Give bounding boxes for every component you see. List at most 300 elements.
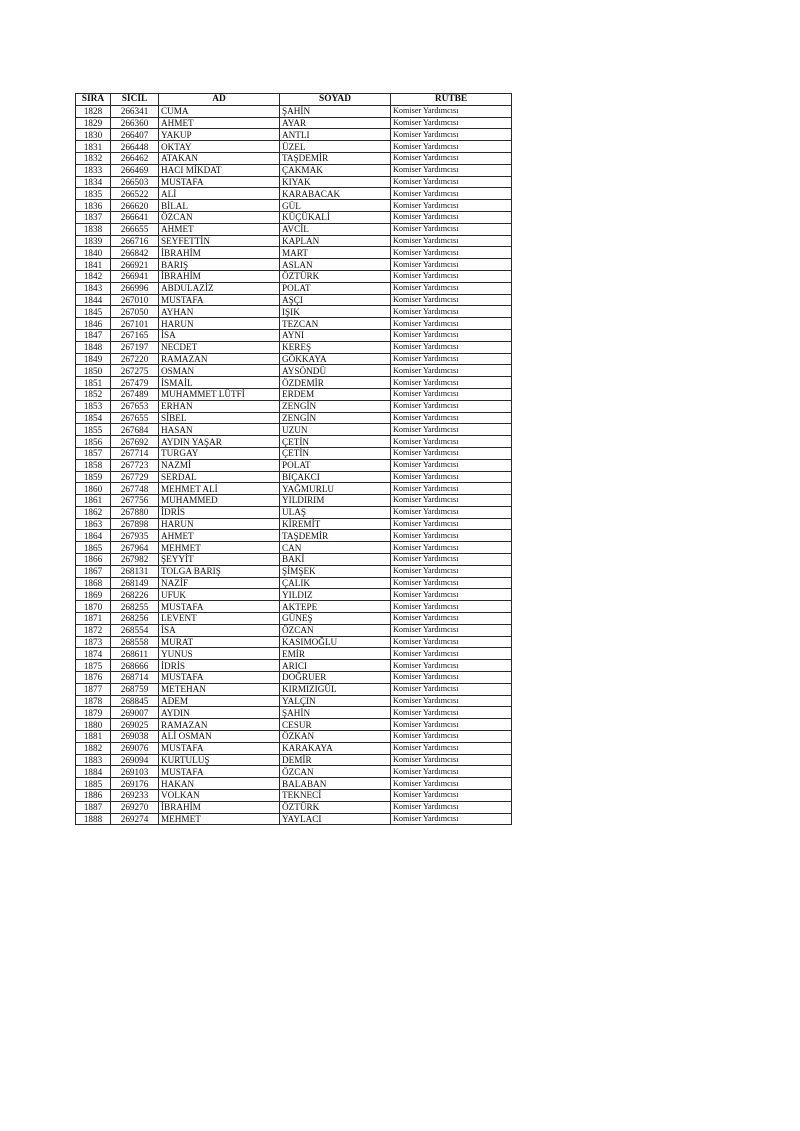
cell-soyad: AYAR: [280, 117, 391, 129]
cell-ad: AHMET: [159, 117, 280, 129]
cell-sira: 1864: [76, 530, 111, 542]
cell-soyad: ÇAKMAK: [280, 164, 391, 176]
cell-soyad: CESUR: [280, 719, 391, 731]
cell-ad: AYHAN: [159, 306, 280, 318]
cell-sicil: 266503: [111, 176, 159, 188]
cell-rutbe: Komiser Yardımcısı: [391, 813, 512, 825]
cell-soyad: YILDIRIM: [280, 495, 391, 507]
cell-sicil: 269094: [111, 754, 159, 766]
table-row: [76, 707, 512, 719]
cell-ad: ALİ: [159, 188, 280, 200]
cell-sira: 1877: [76, 683, 111, 695]
cell-sicil: 266407: [111, 129, 159, 141]
cell-sira: 1870: [76, 601, 111, 613]
cell-ad: SİBEL: [159, 412, 280, 424]
cell-sicil: 266522: [111, 188, 159, 200]
cell-sira: 1867: [76, 565, 111, 577]
cell-rutbe: Komiser Yardımcısı: [391, 129, 512, 141]
table-row: [76, 436, 512, 448]
cell-rutbe: Komiser Yardımcısı: [391, 790, 512, 802]
cell-ad: İDRİS: [159, 660, 280, 672]
cell-sicil: 268226: [111, 589, 159, 601]
cell-soyad: ASLAN: [280, 259, 391, 271]
cell-sira: 1873: [76, 636, 111, 648]
cell-rutbe: Komiser Yardımcısı: [391, 412, 512, 424]
cell-sira: 1884: [76, 766, 111, 778]
table-row: [76, 377, 512, 389]
cell-rutbe: Komiser Yardımcısı: [391, 211, 512, 223]
table-row: [76, 176, 512, 188]
cell-ad: RAMAZAN: [159, 353, 280, 365]
cell-soyad: YAĞMURLU: [280, 483, 391, 495]
cell-sira: 1869: [76, 589, 111, 601]
table-row: [76, 695, 512, 707]
cell-soyad: BIÇAKCI: [280, 471, 391, 483]
cell-rutbe: Komiser Yardımcısı: [391, 105, 512, 117]
cell-rutbe: Komiser Yardımcısı: [391, 766, 512, 778]
cell-soyad: AKTEPE: [280, 601, 391, 613]
cell-rutbe: Komiser Yardımcısı: [391, 660, 512, 672]
cell-rutbe: Komiser Yardımcısı: [391, 742, 512, 754]
table-row: [76, 719, 512, 731]
table-row: [76, 129, 512, 141]
table-row: [76, 412, 512, 424]
table-row: [76, 801, 512, 813]
table-row: [76, 518, 512, 530]
cell-ad: SEYFETTİN: [159, 235, 280, 247]
cell-soyad: TAŞDEMİR: [280, 530, 391, 542]
cell-rutbe: Komiser Yardımcısı: [391, 259, 512, 271]
table-row: [76, 624, 512, 636]
cell-sicil: 267964: [111, 542, 159, 554]
cell-sicil: 269007: [111, 707, 159, 719]
column-header-ad: AD: [159, 94, 280, 106]
cell-sicil: 266996: [111, 282, 159, 294]
table-row: [76, 306, 512, 318]
cell-soyad: YILDIZ: [280, 589, 391, 601]
cell-ad: MUHAMMET LÜTFİ: [159, 388, 280, 400]
cell-soyad: CAN: [280, 542, 391, 554]
cell-sira: 1887: [76, 801, 111, 813]
cell-soyad: ÖZDEMİR: [280, 377, 391, 389]
cell-soyad: AVCİL: [280, 223, 391, 235]
column-header-sira: SIRA: [76, 94, 111, 106]
cell-sicil: 269233: [111, 790, 159, 802]
table-row: [76, 188, 512, 200]
cell-rutbe: Komiser Yardımcısı: [391, 377, 512, 389]
cell-rutbe: Komiser Yardımcısı: [391, 152, 512, 164]
table-row: [76, 530, 512, 542]
cell-ad: İSA: [159, 329, 280, 341]
cell-sira: 1888: [76, 813, 111, 825]
cell-sira: 1858: [76, 459, 111, 471]
cell-sicil: 266921: [111, 259, 159, 271]
cell-rutbe: Komiser Yardımcısı: [391, 188, 512, 200]
table-row: [76, 105, 512, 117]
cell-sicil: 266641: [111, 211, 159, 223]
cell-sicil: 266620: [111, 200, 159, 212]
table-row: [76, 660, 512, 672]
cell-rutbe: Komiser Yardımcısı: [391, 471, 512, 483]
cell-sira: 1865: [76, 542, 111, 554]
cell-sicil: 267692: [111, 436, 159, 448]
cell-soyad: ÇETİN: [280, 447, 391, 459]
cell-sira: 1845: [76, 306, 111, 318]
cell-sicil: 267479: [111, 377, 159, 389]
table-row: [76, 447, 512, 459]
cell-rutbe: Komiser Yardımcısı: [391, 247, 512, 259]
cell-sicil: 269038: [111, 731, 159, 743]
cell-rutbe: Komiser Yardımcısı: [391, 353, 512, 365]
table-row: [76, 294, 512, 306]
cell-soyad: UZUN: [280, 424, 391, 436]
cell-ad: SERDAL: [159, 471, 280, 483]
cell-sicil: 267010: [111, 294, 159, 306]
cell-sira: 1829: [76, 117, 111, 129]
cell-sira: 1828: [76, 105, 111, 117]
cell-rutbe: Komiser Yardımcısı: [391, 719, 512, 731]
cell-sira: 1886: [76, 790, 111, 802]
cell-rutbe: Komiser Yardımcısı: [391, 424, 512, 436]
cell-ad: ALİ OSMAN: [159, 731, 280, 743]
cell-sira: 1835: [76, 188, 111, 200]
cell-sira: 1851: [76, 377, 111, 389]
cell-rutbe: Komiser Yardımcısı: [391, 542, 512, 554]
cell-rutbe: Komiser Yardımcısı: [391, 565, 512, 577]
cell-soyad: ARICI: [280, 660, 391, 672]
cell-soyad: BAKİ: [280, 554, 391, 566]
cell-ad: OSMAN: [159, 365, 280, 377]
cell-rutbe: Komiser Yardımcısı: [391, 483, 512, 495]
cell-ad: OKTAY: [159, 141, 280, 153]
cell-sira: 1834: [76, 176, 111, 188]
cell-sicil: 268611: [111, 648, 159, 660]
cell-ad: ATAKAN: [159, 152, 280, 164]
cell-rutbe: Komiser Yardımcısı: [391, 270, 512, 282]
cell-sira: 1857: [76, 447, 111, 459]
cell-rutbe: Komiser Yardımcısı: [391, 495, 512, 507]
cell-soyad: DOĞRUER: [280, 672, 391, 684]
cell-rutbe: Komiser Yardımcısı: [391, 306, 512, 318]
cell-sicil: 267050: [111, 306, 159, 318]
cell-soyad: TEZCAN: [280, 318, 391, 330]
cell-ad: MEHMET: [159, 813, 280, 825]
cell-sicil: 266469: [111, 164, 159, 176]
cell-rutbe: Komiser Yardımcısı: [391, 459, 512, 471]
cell-sira: 1830: [76, 129, 111, 141]
cell-ad: TURGAY: [159, 447, 280, 459]
cell-sicil: 267101: [111, 318, 159, 330]
cell-ad: MUSTAFA: [159, 601, 280, 613]
cell-ad: HACI MİKDAT: [159, 164, 280, 176]
cell-sicil: 266448: [111, 141, 159, 153]
table-row: [76, 117, 512, 129]
cell-sira: 1853: [76, 400, 111, 412]
cell-soyad: ZENGİN: [280, 412, 391, 424]
cell-ad: MUSTAFA: [159, 294, 280, 306]
cell-sira: 1854: [76, 412, 111, 424]
cell-soyad: MART: [280, 247, 391, 259]
cell-soyad: AŞÇI: [280, 294, 391, 306]
cell-sira: 1840: [76, 247, 111, 259]
table-row: [76, 754, 512, 766]
cell-ad: MUSTAFA: [159, 766, 280, 778]
column-header-soyad: SOYAD: [280, 94, 391, 106]
cell-sicil: 268845: [111, 695, 159, 707]
cell-ad: AHMET: [159, 223, 280, 235]
cell-sira: 1831: [76, 141, 111, 153]
cell-soyad: ÇETİN: [280, 436, 391, 448]
cell-sira: 1871: [76, 613, 111, 625]
table-row: [76, 648, 512, 660]
cell-sicil: 267880: [111, 506, 159, 518]
cell-sicil: 269176: [111, 778, 159, 790]
cell-sicil: 267275: [111, 365, 159, 377]
table-row: [76, 589, 512, 601]
cell-sicil: 268554: [111, 624, 159, 636]
cell-rutbe: Komiser Yardımcısı: [391, 436, 512, 448]
cell-sicil: 268714: [111, 672, 159, 684]
cell-rutbe: Komiser Yardımcısı: [391, 518, 512, 530]
cell-sicil: 266842: [111, 247, 159, 259]
cell-sira: 1862: [76, 506, 111, 518]
cell-sicil: 267935: [111, 530, 159, 542]
cell-soyad: EMİR: [280, 648, 391, 660]
cell-soyad: ANTLI: [280, 129, 391, 141]
cell-soyad: ULAŞ: [280, 506, 391, 518]
cell-sira: 1855: [76, 424, 111, 436]
cell-rutbe: Komiser Yardımcısı: [391, 589, 512, 601]
cell-rutbe: Komiser Yardımcısı: [391, 648, 512, 660]
cell-rutbe: Komiser Yardımcısı: [391, 613, 512, 625]
cell-ad: RAMAZAN: [159, 719, 280, 731]
cell-ad: BARIŞ: [159, 259, 280, 271]
cell-sira: 1878: [76, 695, 111, 707]
cell-ad: HARUN: [159, 518, 280, 530]
cell-sira: 1848: [76, 341, 111, 353]
cell-soyad: KEREŞ: [280, 341, 391, 353]
table-row: [76, 778, 512, 790]
table-row: [76, 506, 512, 518]
cell-soyad: GÜNEŞ: [280, 613, 391, 625]
cell-rutbe: Komiser Yardımcısı: [391, 223, 512, 235]
cell-sicil: 267898: [111, 518, 159, 530]
cell-ad: ŞEYYİT: [159, 554, 280, 566]
table-row: [76, 247, 512, 259]
table-row: [76, 329, 512, 341]
cell-rutbe: Komiser Yardımcısı: [391, 707, 512, 719]
cell-soyad: ÖZKAN: [280, 731, 391, 743]
cell-rutbe: Komiser Yardımcısı: [391, 200, 512, 212]
cell-sicil: 266462: [111, 152, 159, 164]
cell-ad: YUNUS: [159, 648, 280, 660]
cell-sicil: 269025: [111, 719, 159, 731]
cell-soyad: ÖZTÜRK: [280, 270, 391, 282]
table-row: [76, 577, 512, 589]
cell-soyad: ÖZCAN: [280, 766, 391, 778]
cell-sira: 1836: [76, 200, 111, 212]
cell-rutbe: Komiser Yardımcısı: [391, 530, 512, 542]
cell-sira: 1883: [76, 754, 111, 766]
cell-sira: 1847: [76, 329, 111, 341]
table-row: [76, 483, 512, 495]
cell-sicil: 267729: [111, 471, 159, 483]
personnel-table: [75, 93, 512, 825]
cell-ad: KURTULUŞ: [159, 754, 280, 766]
table-row: [76, 613, 512, 625]
cell-sicil: 268256: [111, 613, 159, 625]
cell-sira: 1875: [76, 660, 111, 672]
cell-rutbe: Komiser Yardımcısı: [391, 801, 512, 813]
cell-sira: 1842: [76, 270, 111, 282]
table-row: [76, 790, 512, 802]
cell-ad: TOLGA BARIŞ: [159, 565, 280, 577]
cell-soyad: AYSÖNDÜ: [280, 365, 391, 377]
cell-sicil: 268759: [111, 683, 159, 695]
cell-soyad: ŞAHİN: [280, 105, 391, 117]
cell-soyad: POLAT: [280, 282, 391, 294]
cell-rutbe: Komiser Yardımcısı: [391, 235, 512, 247]
table-row: [76, 683, 512, 695]
cell-sira: 1880: [76, 719, 111, 731]
column-header-rutbe: RÜTBE: [391, 94, 512, 106]
cell-rutbe: Komiser Yardımcısı: [391, 636, 512, 648]
cell-sicil: 268149: [111, 577, 159, 589]
cell-sira: 1881: [76, 731, 111, 743]
cell-rutbe: Komiser Yardımcısı: [391, 117, 512, 129]
table-row: [76, 400, 512, 412]
cell-sicil: 269274: [111, 813, 159, 825]
cell-soyad: ÜZEL: [280, 141, 391, 153]
cell-soyad: ÖZCAN: [280, 624, 391, 636]
cell-sicil: 269270: [111, 801, 159, 813]
cell-sira: 1844: [76, 294, 111, 306]
cell-ad: BİLAL: [159, 200, 280, 212]
table-row: [76, 742, 512, 754]
document-page-content: [75, 93, 512, 825]
cell-sira: 1866: [76, 554, 111, 566]
cell-soyad: IŞIK: [280, 306, 391, 318]
cell-sicil: 268131: [111, 565, 159, 577]
table-row: [76, 672, 512, 684]
table-row: [76, 318, 512, 330]
table-row: [76, 152, 512, 164]
cell-sicil: 267220: [111, 353, 159, 365]
cell-ad: AYDIN YAŞAR: [159, 436, 280, 448]
cell-sicil: 268255: [111, 601, 159, 613]
cell-rutbe: Komiser Yardımcısı: [391, 695, 512, 707]
table-header: [76, 94, 512, 106]
table-row: [76, 211, 512, 223]
cell-rutbe: Komiser Yardımcısı: [391, 624, 512, 636]
table-row: [76, 636, 512, 648]
cell-ad: ADEM: [159, 695, 280, 707]
cell-rutbe: Komiser Yardımcısı: [391, 141, 512, 153]
cell-sira: 1852: [76, 388, 111, 400]
table-row: [76, 141, 512, 153]
cell-ad: ÖZCAN: [159, 211, 280, 223]
table-row: [76, 495, 512, 507]
cell-sicil: 266360: [111, 117, 159, 129]
cell-sira: 1860: [76, 483, 111, 495]
cell-sira: 1876: [76, 672, 111, 684]
cell-soyad: ÖZTÜRK: [280, 801, 391, 813]
cell-soyad: POLAT: [280, 459, 391, 471]
table-row: [76, 766, 512, 778]
cell-rutbe: Komiser Yardımcısı: [391, 176, 512, 188]
cell-ad: MUSTAFA: [159, 176, 280, 188]
table-header-row: [76, 94, 512, 106]
cell-sicil: 266941: [111, 270, 159, 282]
cell-rutbe: Komiser Yardımcısı: [391, 778, 512, 790]
cell-ad: MEHMET: [159, 542, 280, 554]
cell-sicil: 267197: [111, 341, 159, 353]
cell-rutbe: Komiser Yardımcısı: [391, 554, 512, 566]
cell-soyad: TEKNECİ: [280, 790, 391, 802]
cell-ad: MUSTAFA: [159, 672, 280, 684]
cell-ad: İDRİS: [159, 506, 280, 518]
cell-rutbe: Komiser Yardımcısı: [391, 329, 512, 341]
cell-sira: 1868: [76, 577, 111, 589]
cell-soyad: GÖKKAYA: [280, 353, 391, 365]
cell-rutbe: Komiser Yardımcısı: [391, 731, 512, 743]
cell-sira: 1874: [76, 648, 111, 660]
cell-soyad: KIRMIZIGÜL: [280, 683, 391, 695]
table-row: [76, 471, 512, 483]
cell-sicil: 267723: [111, 459, 159, 471]
cell-soyad: KÜÇÜKALİ: [280, 211, 391, 223]
cell-sicil: 266716: [111, 235, 159, 247]
cell-rutbe: Komiser Yardımcısı: [391, 164, 512, 176]
table-row: [76, 731, 512, 743]
cell-rutbe: Komiser Yardımcısı: [391, 341, 512, 353]
cell-ad: CUMA: [159, 105, 280, 117]
cell-rutbe: Komiser Yardımcısı: [391, 318, 512, 330]
table-row: [76, 200, 512, 212]
cell-soyad: YALÇIN: [280, 695, 391, 707]
table-row: [76, 459, 512, 471]
table-row: [76, 259, 512, 271]
cell-soyad: KARAKAYA: [280, 742, 391, 754]
table-row: [76, 565, 512, 577]
cell-soyad: KIYAK: [280, 176, 391, 188]
cell-ad: YAKUP: [159, 129, 280, 141]
cell-sicil: 269103: [111, 766, 159, 778]
table-row: [76, 388, 512, 400]
cell-rutbe: Komiser Yardımcısı: [391, 506, 512, 518]
table-row: [76, 164, 512, 176]
cell-ad: VOLKAN: [159, 790, 280, 802]
cell-soyad: ŞİMŞEK: [280, 565, 391, 577]
cell-sira: 1872: [76, 624, 111, 636]
cell-soyad: KARABACAK: [280, 188, 391, 200]
cell-soyad: KASIMOĞLU: [280, 636, 391, 648]
cell-soyad: ŞAHİN: [280, 707, 391, 719]
cell-ad: LEVENT: [159, 613, 280, 625]
table-row: [76, 554, 512, 566]
cell-ad: İBRAHİM: [159, 247, 280, 259]
cell-sira: 1839: [76, 235, 111, 247]
table-row: [76, 813, 512, 825]
cell-sicil: 268558: [111, 636, 159, 648]
cell-sicil: 266341: [111, 105, 159, 117]
cell-ad: METEHAN: [159, 683, 280, 695]
cell-soyad: ERDEM: [280, 388, 391, 400]
cell-rutbe: Komiser Yardımcısı: [391, 388, 512, 400]
cell-ad: NAZMİ: [159, 459, 280, 471]
cell-ad: NECDET: [159, 341, 280, 353]
cell-sira: 1843: [76, 282, 111, 294]
